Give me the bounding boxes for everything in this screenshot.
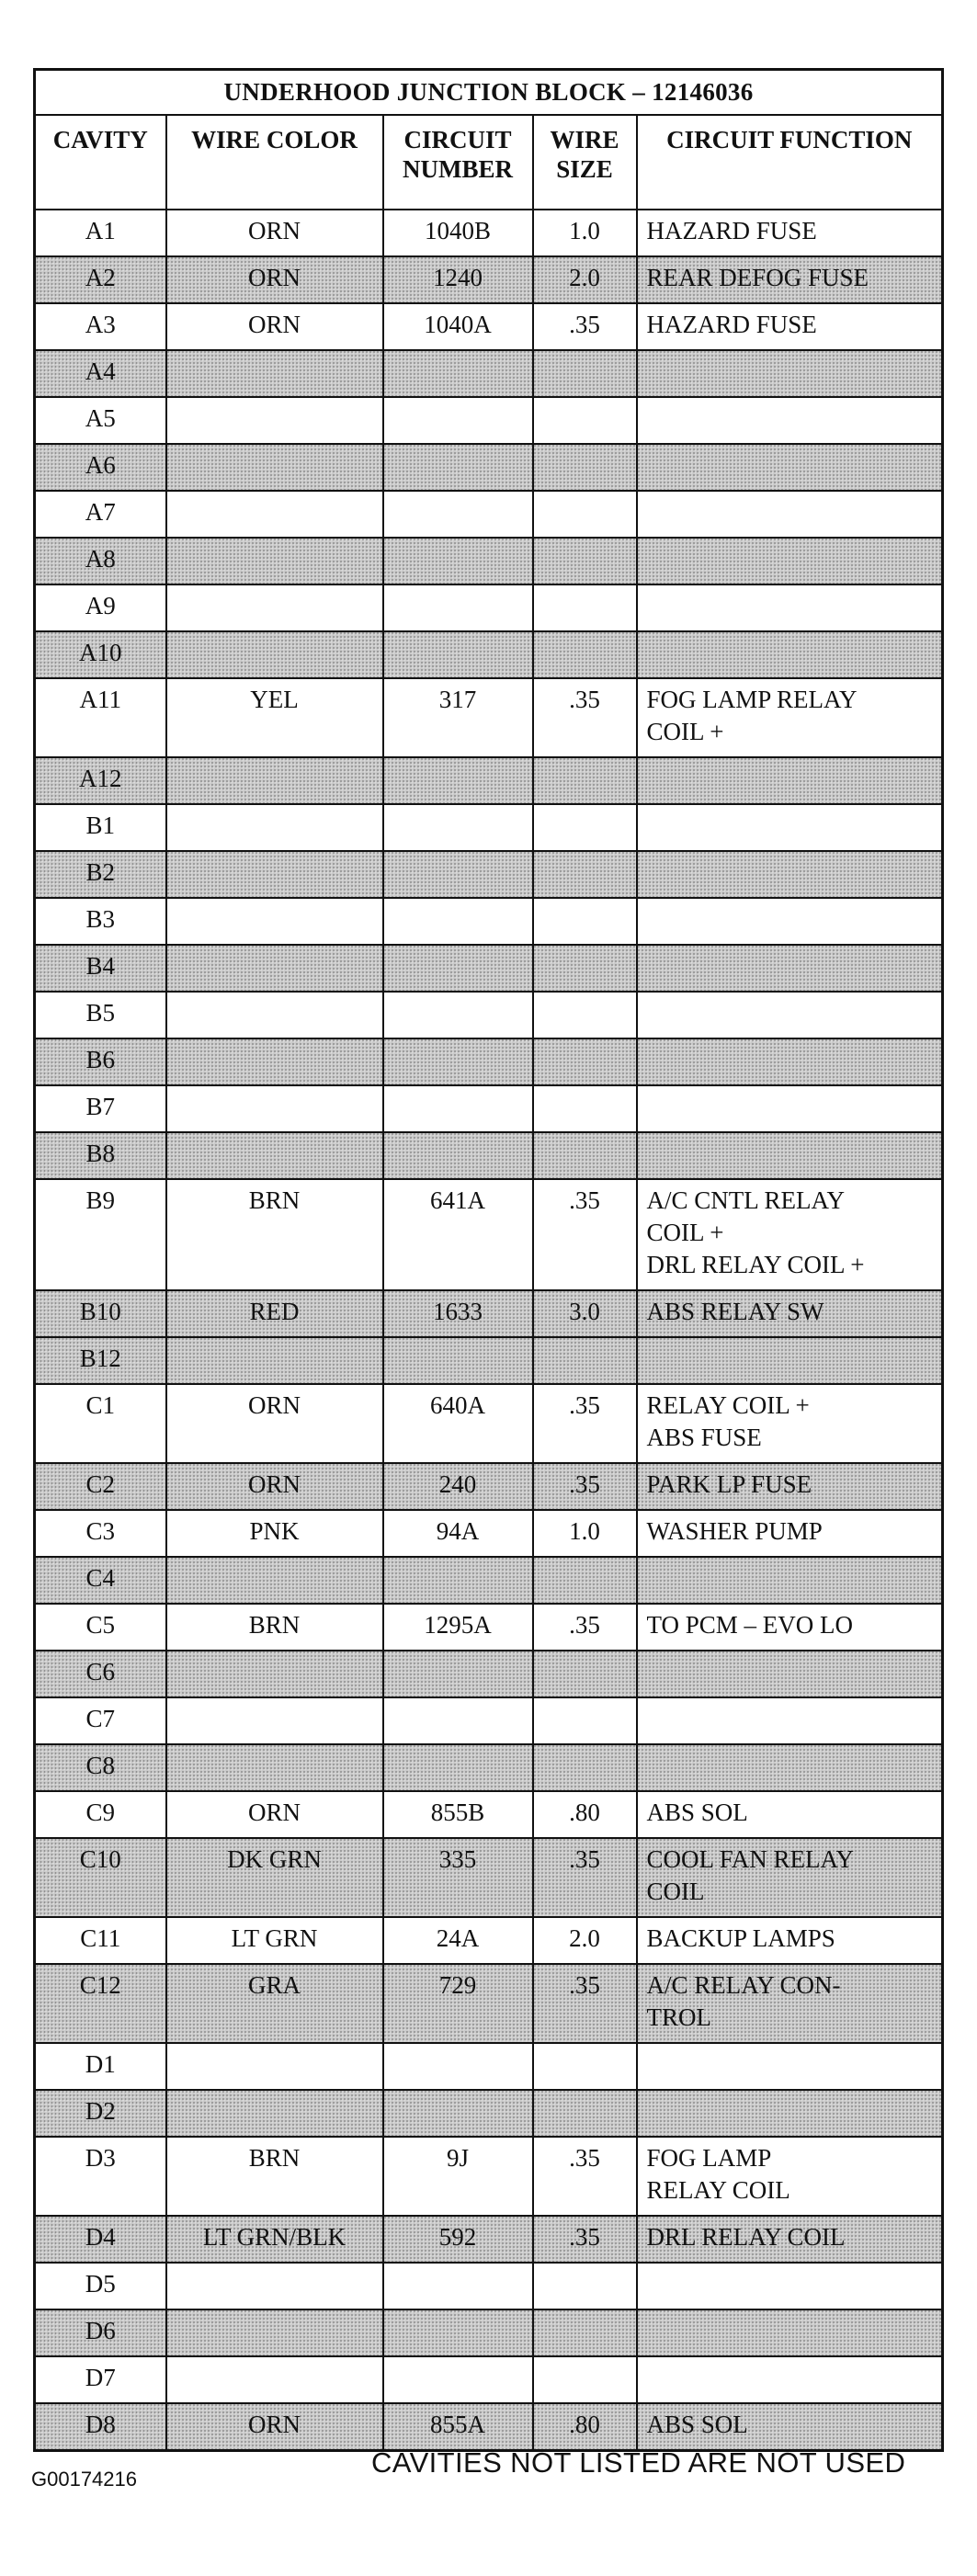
cell-circuit-function [637,397,943,444]
table-row [35,303,943,350]
cell-circuit-function: FOG LAMP RELAY COIL [637,2137,943,2216]
cell-cavity: C4 [35,1557,166,1604]
cell-circuit-number [383,992,533,1038]
table-row [35,1651,943,1697]
cell-wire-size [533,1651,637,1697]
cell-circuit-function [637,444,943,491]
cell-cavity: B8 [35,1132,166,1179]
column-header-row [35,115,943,210]
header-wire-size-line1: WIRE [550,126,619,153]
cell-wire-size [533,2090,637,2137]
cell-wire-size: .35 [533,1838,637,1917]
cell-circuit-number [383,1085,533,1132]
cell-wire-color: ORN [166,210,383,256]
cell-circuit-function [637,538,943,584]
cell-cavity: C6 [35,1651,166,1697]
cell-wire-color: LT GRN [166,1917,383,1964]
cell-circuit-function [637,898,943,945]
table-row [35,1132,943,1179]
cell-wire-size [533,945,637,992]
cell-circuit-number [383,898,533,945]
cell-cavity: B10 [35,1290,166,1337]
cell-circuit-function [637,631,943,678]
cell-circuit-number: 592 [383,2216,533,2263]
table-row [35,256,943,303]
cell-wire-size: .80 [533,1791,637,1838]
table-row [35,1038,943,1085]
cell-circuit-number: 729 [383,1964,533,2043]
cell-cavity: D5 [35,2263,166,2309]
cell-circuit-function: A/C CNTL RELAY COIL + DRL RELAY COIL + [637,1179,943,1290]
cell-cavity: B5 [35,992,166,1038]
cell-circuit-function [637,2090,943,2137]
cell-wire-size: .35 [533,1179,637,1290]
cell-circuit-function: BACKUP LAMPS [637,1917,943,1964]
cell-wire-size [533,1557,637,1604]
cell-wire-color [166,350,383,397]
cell-wire-size [533,350,637,397]
cell-circuit-function [637,2043,943,2090]
cell-wire-size [533,584,637,631]
cell-wire-color: YEL [166,678,383,757]
junction-block-sheet [33,68,941,2452]
cell-circuit-number [383,350,533,397]
table-row [35,210,943,256]
cell-cavity: B4 [35,945,166,992]
cell-cavity: A10 [35,631,166,678]
table-row [35,1085,943,1132]
header-circuit-number-line2: NUMBER [403,155,513,183]
cell-wire-size: .35 [533,2137,637,2216]
cell-circuit-number: 9J [383,2137,533,2216]
cell-circuit-function [637,491,943,538]
cell-wire-color: ORN [166,1463,383,1510]
cell-cavity: C1 [35,1384,166,1463]
cell-circuit-number [383,2043,533,2090]
table-row [35,678,943,757]
cell-circuit-function [637,804,943,851]
cell-wire-color [166,2090,383,2137]
cell-wire-color: ORN [166,1791,383,1838]
cell-circuit-number: 1040B [383,210,533,256]
table-row [35,1744,943,1791]
cell-circuit-function [637,1744,943,1791]
cell-circuit-function: ABS SOL [637,2403,943,2451]
cell-circuit-function [637,584,943,631]
cell-cavity: B7 [35,1085,166,1132]
cell-circuit-function: ABS RELAY SW [637,1290,943,1337]
cell-circuit-function: COOL FAN RELAY COIL [637,1838,943,1917]
cell-cavity: D3 [35,2137,166,2216]
table-row [35,444,943,491]
cell-circuit-number [383,945,533,992]
cell-wire-size [533,444,637,491]
cell-circuit-number [383,1038,533,1085]
cell-circuit-function: WASHER PUMP [637,1510,943,1557]
cell-circuit-function [637,2356,943,2403]
cell-wire-size: .80 [533,2403,637,2451]
cell-circuit-function: FOG LAMP RELAY COIL + [637,678,943,757]
cell-circuit-number: 1633 [383,1290,533,1337]
cell-circuit-number [383,491,533,538]
cell-cavity: C9 [35,1791,166,1838]
cell-cavity: D7 [35,2356,166,2403]
cell-wire-size [533,1337,637,1384]
cell-circuit-number [383,851,533,898]
cell-wire-size [533,757,637,804]
cell-circuit-number [383,1132,533,1179]
cell-cavity: B12 [35,1337,166,1384]
cell-circuit-number: 240 [383,1463,533,1510]
cell-wire-color [166,1651,383,1697]
cell-circuit-function: HAZARD FUSE [637,210,943,256]
cell-cavity: B9 [35,1179,166,1290]
cell-circuit-number: 855A [383,2403,533,2451]
cell-circuit-function: HAZARD FUSE [637,303,943,350]
cell-cavity: A12 [35,757,166,804]
cell-wire-size: .35 [533,1463,637,1510]
cell-wire-size: .35 [533,1604,637,1651]
cell-wire-size: 2.0 [533,256,637,303]
cell-circuit-number [383,1337,533,1384]
cell-cavity: C5 [35,1604,166,1651]
cell-wire-size: 1.0 [533,1510,637,1557]
header-wire-size [533,115,637,210]
cell-circuit-number: 641A [383,1179,533,1290]
cell-circuit-number: 24A [383,1917,533,1964]
cell-circuit-function: DRL RELAY COIL [637,2216,943,2263]
cell-cavity: A5 [35,397,166,444]
cell-circuit-function: TO PCM – EVO LO [637,1604,943,1651]
cell-circuit-number [383,631,533,678]
cell-wire-color: BRN [166,1604,383,1651]
cell-wire-size [533,2263,637,2309]
cell-cavity: A9 [35,584,166,631]
cell-cavity: A3 [35,303,166,350]
cell-wire-size [533,1697,637,1744]
table-row [35,2216,943,2263]
header-circuit-function: CIRCUIT FUNCTION [637,115,943,210]
table-row [35,538,943,584]
footer-note: CAVITIES NOT LISTED ARE NOT USED [371,2446,906,2479]
table-row [35,350,943,397]
cell-wire-color: GRA [166,1964,383,2043]
table-row [35,1290,943,1337]
cell-circuit-function: RELAY COIL + ABS FUSE [637,1384,943,1463]
cell-circuit-number [383,2090,533,2137]
cell-circuit-function [637,1132,943,1179]
cell-circuit-number [383,1651,533,1697]
cell-wire-size [533,1132,637,1179]
table-title: UNDERHOOD JUNCTION BLOCK – 12146036 [35,70,943,116]
cell-cavity: C11 [35,1917,166,1964]
cell-circuit-number: 317 [383,678,533,757]
cell-cavity: A1 [35,210,166,256]
cell-wire-size [533,1085,637,1132]
table-row [35,1697,943,1744]
cell-circuit-number: 640A [383,1384,533,1463]
cell-cavity: B6 [35,1038,166,1085]
cell-circuit-number [383,584,533,631]
cell-wire-color [166,804,383,851]
cell-wire-size [533,1744,637,1791]
cell-cavity: B1 [35,804,166,851]
cell-wire-color [166,444,383,491]
cell-circuit-number: 335 [383,1838,533,1917]
figure-id: G00174216 [31,2468,137,2491]
table-row [35,1179,943,1290]
cell-circuit-function [637,2309,943,2356]
cell-wire-color [166,851,383,898]
header-wire-color: WIRE COLOR [166,115,383,210]
cell-wire-size: .35 [533,1384,637,1463]
cell-wire-color [166,2043,383,2090]
cell-circuit-number: 1040A [383,303,533,350]
cell-circuit-number [383,757,533,804]
cell-circuit-function [637,1557,943,1604]
cell-circuit-number: 1240 [383,256,533,303]
table-body [35,210,943,2451]
table-row [35,1384,943,1463]
cell-wire-size: 2.0 [533,1917,637,1964]
cell-wire-color [166,2263,383,2309]
cell-wire-color: DK GRN [166,1838,383,1917]
cell-wire-color [166,1337,383,1384]
header-cavity: CAVITY [35,115,166,210]
cell-wire-color [166,631,383,678]
cell-wire-size [533,2356,637,2403]
cell-cavity: D4 [35,2216,166,2263]
table-row [35,2309,943,2356]
cell-circuit-number [383,804,533,851]
cell-cavity: C3 [35,1510,166,1557]
cell-wire-size: .35 [533,678,637,757]
cell-circuit-function: A/C RELAY CON- TROL [637,1964,943,2043]
table-row [35,2403,943,2451]
cell-circuit-function [637,1651,943,1697]
cell-cavity: C8 [35,1744,166,1791]
cell-circuit-number: 855B [383,1791,533,1838]
table-row [35,584,943,631]
table-row [35,851,943,898]
cell-wire-size: .35 [533,303,637,350]
table-row [35,397,943,444]
table-row [35,2043,943,2090]
cell-cavity: A8 [35,538,166,584]
cell-cavity: A7 [35,491,166,538]
cell-wire-size [533,538,637,584]
cell-cavity: C2 [35,1463,166,1510]
cell-wire-color [166,1038,383,1085]
table-row [35,945,943,992]
cell-wire-color [166,1132,383,1179]
cell-wire-color [166,491,383,538]
cell-wire-color: PNK [166,1510,383,1557]
table-row [35,2090,943,2137]
cell-wire-size: 1.0 [533,210,637,256]
cell-wire-color [166,584,383,631]
cell-wire-color [166,397,383,444]
table-row [35,1557,943,1604]
cell-circuit-number [383,1744,533,1791]
table-row [35,631,943,678]
header-circuit-number [383,115,533,210]
cell-cavity: C7 [35,1697,166,1744]
cell-wire-size [533,804,637,851]
table-row [35,1917,943,1964]
cell-cavity: A4 [35,350,166,397]
header-circuit-number-line1: CIRCUIT [403,126,512,153]
cell-circuit-function [637,2263,943,2309]
cell-circuit-function [637,945,943,992]
cell-wire-size [533,631,637,678]
cell-wire-color: ORN [166,1384,383,1463]
cell-circuit-function: ABS SOL [637,1791,943,1838]
cell-circuit-number [383,2356,533,2403]
cell-wire-size: 3.0 [533,1290,637,1337]
cell-circuit-number [383,1697,533,1744]
cell-wire-size [533,992,637,1038]
table-row [35,2137,943,2216]
cell-circuit-function: REAR DEFOG FUSE [637,256,943,303]
table-row [35,804,943,851]
table-row [35,1838,943,1917]
cell-circuit-function [637,1038,943,1085]
cell-wire-color [166,898,383,945]
table-row [35,491,943,538]
cell-wire-size: .35 [533,1964,637,2043]
cell-wire-color: ORN [166,256,383,303]
cell-circuit-number [383,2263,533,2309]
cell-cavity: A2 [35,256,166,303]
cell-cavity: B3 [35,898,166,945]
table-row [35,757,943,804]
cell-wire-color: ORN [166,303,383,350]
junction-block-table [33,68,944,2452]
cell-wire-color [166,992,383,1038]
cell-cavity: D2 [35,2090,166,2137]
cell-circuit-function [637,350,943,397]
cell-wire-size [533,1038,637,1085]
cell-wire-color [166,945,383,992]
cell-circuit-function [637,1697,943,1744]
cell-circuit-number [383,538,533,584]
cell-circuit-function [637,851,943,898]
cell-cavity: B2 [35,851,166,898]
cell-circuit-number [383,1557,533,1604]
table-row [35,1964,943,2043]
cell-circuit-function [637,1337,943,1384]
cell-wire-color: ORN [166,2403,383,2451]
cell-circuit-number: 94A [383,1510,533,1557]
cell-wire-color [166,1085,383,1132]
table-row [35,898,943,945]
cell-wire-color [166,538,383,584]
table-row [35,2263,943,2309]
cell-wire-color [166,757,383,804]
cell-cavity: D6 [35,2309,166,2356]
cell-circuit-number [383,444,533,491]
header-wire-size-line2: SIZE [556,155,613,183]
cell-wire-color: RED [166,1290,383,1337]
table-row [35,2356,943,2403]
cell-circuit-number [383,2309,533,2356]
table-row [35,1510,943,1557]
cell-wire-color [166,2309,383,2356]
cell-circuit-function [637,1085,943,1132]
cell-circuit-function [637,757,943,804]
cell-cavity: C10 [35,1838,166,1917]
table-row [35,992,943,1038]
cell-cavity: A6 [35,444,166,491]
cell-wire-size [533,491,637,538]
cell-wire-size: .35 [533,2216,637,2263]
table-row [35,1604,943,1651]
cell-wire-color [166,1744,383,1791]
cell-wire-size [533,851,637,898]
cell-wire-color: BRN [166,2137,383,2216]
cell-wire-color: BRN [166,1179,383,1290]
cell-wire-color: LT GRN/BLK [166,2216,383,2263]
cell-wire-size [533,397,637,444]
cell-cavity: C12 [35,1964,166,2043]
cell-circuit-number [383,397,533,444]
cell-wire-color [166,1557,383,1604]
cell-cavity: D1 [35,2043,166,2090]
table-row [35,1791,943,1838]
cell-wire-color [166,2356,383,2403]
cell-cavity: D8 [35,2403,166,2451]
cell-wire-size [533,898,637,945]
cell-circuit-function [637,992,943,1038]
cell-circuit-function: PARK LP FUSE [637,1463,943,1510]
cell-wire-size [533,2309,637,2356]
cell-wire-size [533,2043,637,2090]
cell-circuit-number: 1295A [383,1604,533,1651]
table-row [35,1463,943,1510]
table-row [35,1337,943,1384]
cell-wire-color [166,1697,383,1744]
cell-cavity: A11 [35,678,166,757]
